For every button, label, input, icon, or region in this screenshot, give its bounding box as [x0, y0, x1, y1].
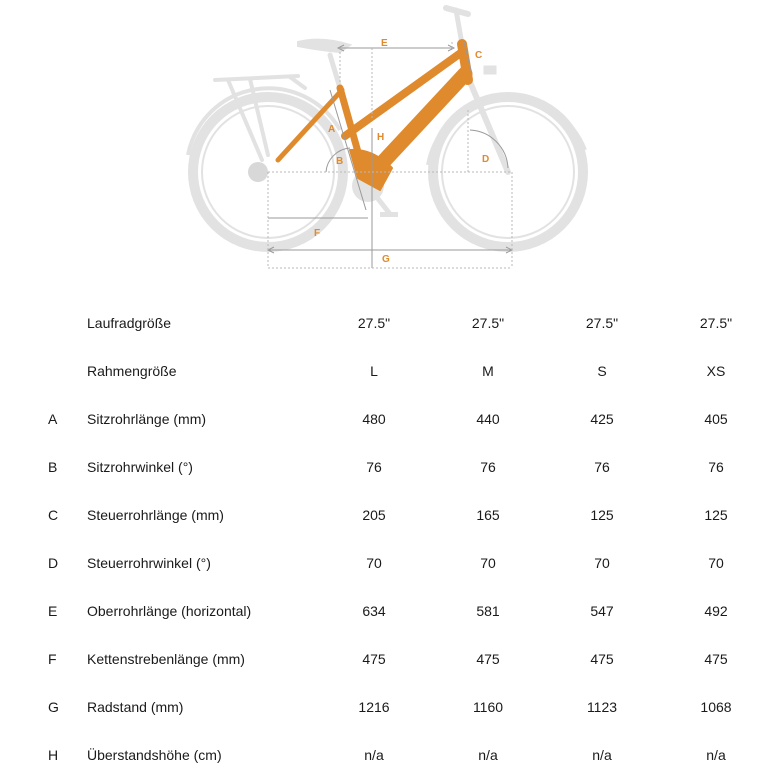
table-cell: 76 [708, 459, 724, 475]
table-cell: 76 [594, 459, 610, 475]
dimension-letter [0, 347, 87, 395]
dim-label-a: A [328, 124, 336, 135]
dimension-letter [0, 299, 87, 347]
table-row [0, 443, 773, 491]
table-row [0, 731, 773, 779]
table-row [0, 635, 773, 683]
table-cell: XS [706, 363, 726, 379]
dimension-letter: H [48, 747, 59, 763]
table-cell: 480 [362, 411, 386, 427]
table-cell: 440 [476, 411, 500, 427]
table-cell: 1160 [472, 699, 504, 715]
table-cell: 475 [362, 651, 386, 667]
table-cell: M [482, 363, 494, 379]
table-cell: 27.5" [357, 315, 391, 331]
table-cell: 70 [708, 555, 724, 571]
dimension-letter: E [48, 603, 58, 619]
row-label: Laufradgröße [87, 315, 172, 331]
bike-geometry-diagram [0, 0, 773, 290]
table-cell: 1123 [586, 699, 618, 715]
row-label: Radstand (mm) [87, 699, 184, 715]
dim-label-d: D [482, 154, 490, 165]
table-cell: 405 [704, 411, 728, 427]
row-label: Überstandshöhe (cm) [87, 747, 222, 763]
table-row [0, 347, 773, 395]
table-cell: 547 [590, 603, 614, 619]
dimension-letter: B [48, 459, 58, 475]
table-cell: 475 [704, 651, 728, 667]
table-cell: 492 [704, 603, 728, 619]
table-cell: 581 [476, 603, 500, 619]
dimension-letter: C [48, 507, 59, 523]
table-cell: n/a [478, 747, 498, 763]
table-cell: 76 [366, 459, 382, 475]
table-cell: 1216 [358, 699, 390, 715]
bike-frame [278, 44, 468, 190]
table-row [0, 491, 773, 539]
geometry-table [0, 299, 773, 779]
table-cell: 1068 [700, 699, 732, 715]
table-row [0, 539, 773, 587]
table-cell: 475 [590, 651, 614, 667]
front-fender [428, 98, 585, 165]
dim-label-f: F [314, 228, 321, 239]
row-label: Kettenstrebenlänge (mm) [87, 651, 245, 667]
table-cell: n/a [706, 747, 726, 763]
seatpost-saddle [298, 40, 350, 88]
table-row [0, 299, 773, 347]
table-cell: 205 [362, 507, 386, 523]
dim-label-c: C [475, 50, 483, 61]
table-row [0, 683, 773, 731]
table-row [0, 587, 773, 635]
dimension-letter: G [48, 699, 59, 715]
table-cell: 634 [362, 603, 386, 619]
table-cell: 76 [480, 459, 496, 475]
dimension-letter: F [48, 651, 57, 667]
table-cell: 27.5" [585, 315, 619, 331]
table-cell: 70 [594, 555, 610, 571]
dim-label-b: B [336, 156, 344, 167]
row-label: Sitzrohrlänge (mm) [87, 411, 207, 427]
table-cell: 27.5" [699, 315, 733, 331]
row-label: Sitzrohrwinkel (°) [87, 459, 193, 475]
table-cell: 27.5" [471, 315, 505, 331]
dimension-letter: D [48, 555, 59, 571]
geometry-table-body [0, 299, 773, 779]
table-cell: L [370, 363, 378, 379]
dim-label-g: G [382, 254, 390, 265]
table-row [0, 395, 773, 443]
table-cell: 165 [476, 507, 500, 523]
dim-label-e: E [381, 38, 388, 49]
table-cell: 125 [704, 507, 728, 523]
row-label: Steuerrohrlänge (mm) [87, 507, 224, 523]
row-label: Rahmengröße [87, 363, 177, 379]
row-label: Oberrohrlänge (horizontal) [87, 603, 252, 619]
row-label: Steuerrohrwinkel (°) [87, 555, 211, 571]
table-cell: 475 [476, 651, 500, 667]
table-cell: n/a [592, 747, 612, 763]
dim-label-h: H [377, 132, 385, 143]
table-cell: 70 [480, 555, 496, 571]
dimension-letter: A [48, 411, 58, 427]
table-cell: S [597, 363, 607, 379]
table-cell: 70 [366, 555, 382, 571]
table-cell: n/a [364, 747, 384, 763]
table-cell: 425 [590, 411, 614, 427]
table-cell: 125 [590, 507, 614, 523]
